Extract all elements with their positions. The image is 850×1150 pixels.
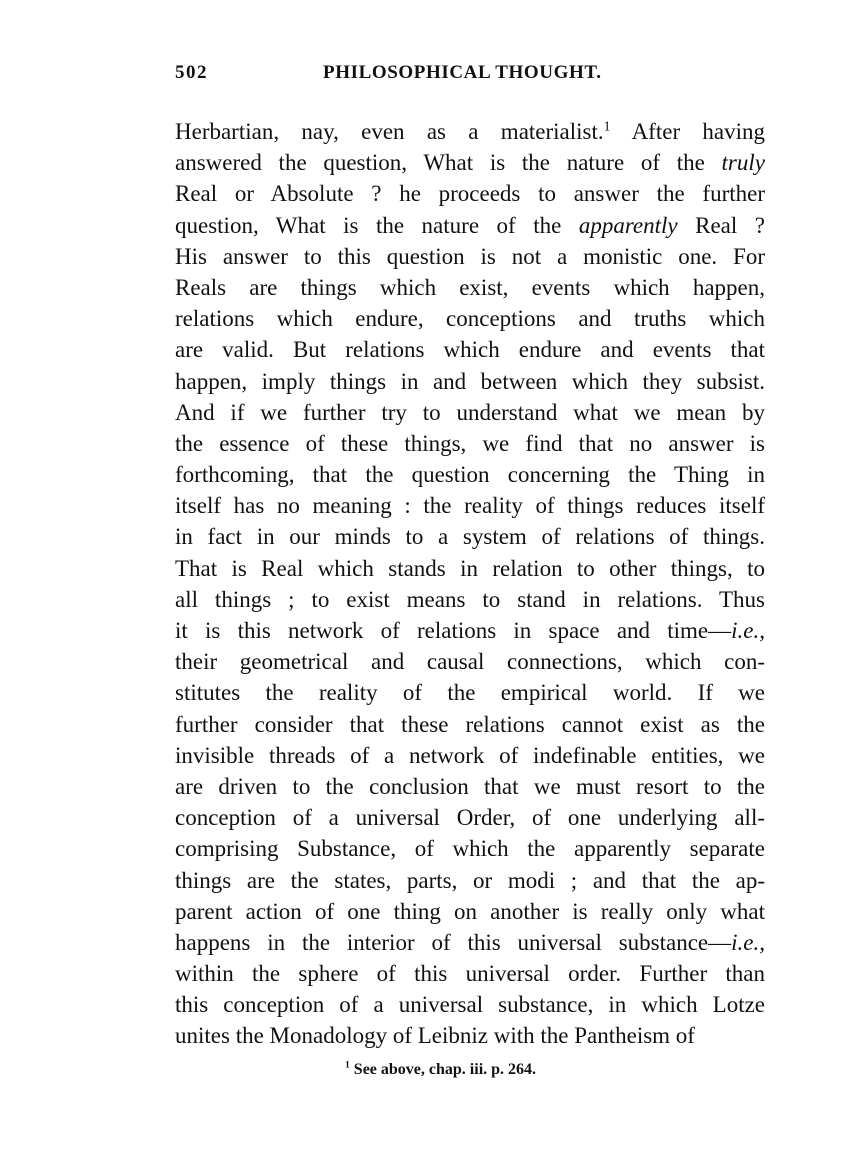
text-line-14: in fact in our minds to a system of relations of things. xyxy=(175,524,765,550)
text-segment: happens in the interior of this universal substance— xyxy=(175,929,732,955)
text-line-12: forthcoming, that the question concerning the Thing in xyxy=(175,462,765,488)
body-text xyxy=(175,116,765,1052)
text-segment: question, What is the nature of the xyxy=(175,212,579,238)
text-line-2 xyxy=(175,147,765,178)
text-line-10: And if we further try to understand what we mean by xyxy=(175,399,765,425)
footnote-reference: 1 xyxy=(603,118,611,134)
text-line-8: are valid. But relations which endure and events that xyxy=(175,337,765,363)
text-line-28: within the sphere of this universal order. Further than xyxy=(175,961,765,987)
footnote xyxy=(345,1061,536,1079)
italic-text: i.e., xyxy=(731,929,765,955)
text-line-25: things are the states, parts, or modi ; and that the ap- xyxy=(175,867,765,893)
text-line-9: happen, imply things in and between which they subsist. xyxy=(175,368,765,394)
text-segment: After having xyxy=(610,119,765,144)
text-line-17 xyxy=(175,615,765,646)
text-line-11: the essence of these things, we find that no answer is xyxy=(175,430,765,456)
text-segment: Real ? xyxy=(677,212,766,238)
italic-text: i.e., xyxy=(731,618,765,643)
italic-text: apparently xyxy=(578,212,678,238)
text-line-16: all things ; to exist means to stand in relations. Thus xyxy=(175,586,765,612)
text-line-1 xyxy=(175,116,765,147)
italic-text: truly xyxy=(721,150,765,176)
text-line-27 xyxy=(175,927,765,958)
text-line-26: parent action of one thing on another is really only what xyxy=(175,898,765,924)
text-line-7: relations which endure, conceptions and truths which xyxy=(175,306,765,332)
text-segment: answered the question, What is the nature of the xyxy=(175,150,722,176)
text-line-22: are driven to the conclusion that we must resort to the xyxy=(175,773,765,799)
text-line-3: Real or Absolute ? he proceeds to answer the further xyxy=(175,181,765,207)
text-line-6: Reals are things which exist, events which happen, xyxy=(175,274,765,300)
text-line-5: His answer to this question is not a monistic one. For xyxy=(175,243,765,269)
text-line-18: their geometrical and causal connections, which con- xyxy=(175,649,765,675)
text-line-21: invisible threads of a network of indefinable entities, we xyxy=(175,742,765,768)
text-line-13: itself has no meaning : the reality of things reduces itself xyxy=(175,493,765,519)
text-line-20: further consider that these relations cannot exist as the xyxy=(175,711,765,737)
running-title: PHILOSOPHICAL THOUGHT. xyxy=(323,62,602,83)
text-segment: Herbartian, nay, even as a materialist. xyxy=(175,119,604,144)
text-line-15: That is Real which stands in relation to other things, to xyxy=(175,555,765,581)
footnote-marker: 1 xyxy=(345,1059,350,1071)
text-line-24: comprising Substance, of which the apparently separate xyxy=(175,836,765,862)
page-number: 502 xyxy=(175,62,208,83)
footnote-text: See above, chap. iii. p. 264. xyxy=(349,1061,537,1078)
text-line-29: this conception of a universal substance, in which Lotze xyxy=(175,992,765,1018)
text-line-4 xyxy=(175,210,765,241)
text-line-30: unites the Monadology of Leibniz with the Pantheism of xyxy=(175,1023,695,1049)
text-segment: it is this network of relations in space and time— xyxy=(175,618,732,643)
running-head xyxy=(175,62,765,90)
text-line-19: stitutes the reality of the empirical world. If we xyxy=(175,680,765,706)
text-line-23: conception of a universal Order, of one underlying all- xyxy=(175,805,765,831)
